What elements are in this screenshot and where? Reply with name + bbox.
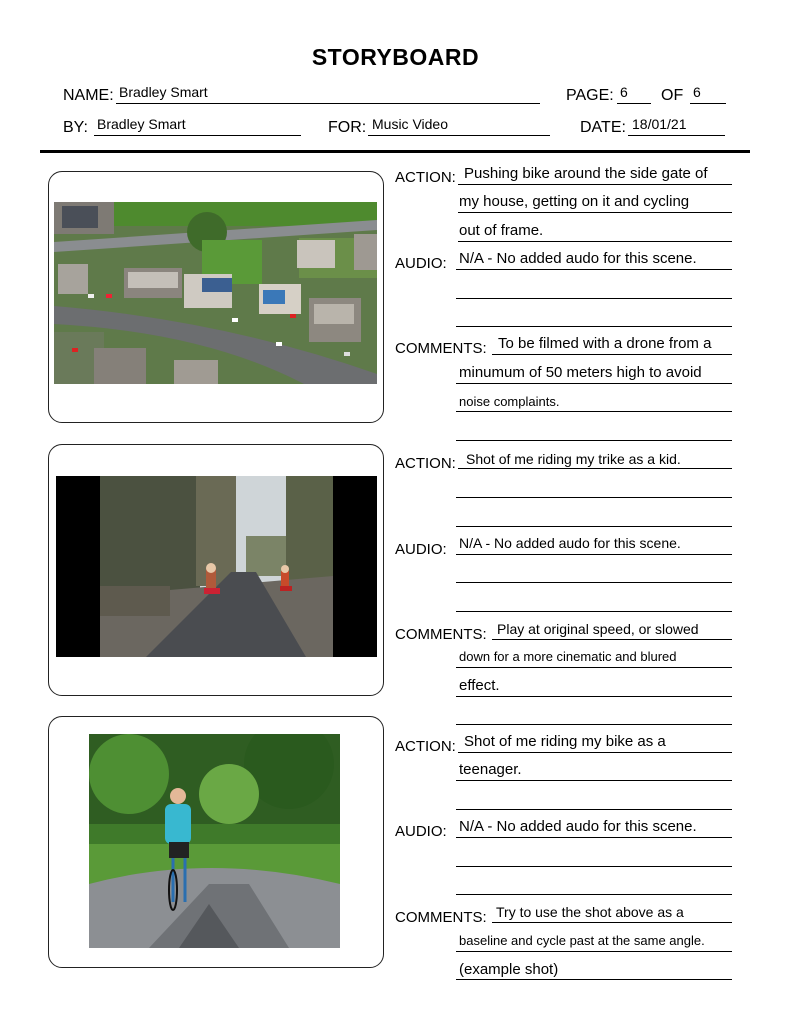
frame-3-action-label: ACTION: bbox=[395, 738, 456, 755]
bike-rider-photo bbox=[89, 734, 340, 948]
for-underline bbox=[368, 135, 550, 136]
frame-1-audio-text-1: N/A - No added audo for this scene. bbox=[459, 250, 697, 267]
frame-1-action-text-3: out of frame. bbox=[459, 222, 544, 239]
frame-3-image bbox=[89, 734, 340, 948]
date-underline bbox=[628, 135, 725, 136]
frame-3-action-line-3 bbox=[456, 809, 732, 810]
of-value: 6 bbox=[693, 84, 701, 100]
date-label: DATE: bbox=[580, 119, 626, 136]
page-value: 6 bbox=[620, 84, 628, 100]
frame-1-image bbox=[54, 202, 377, 384]
page-underline bbox=[617, 103, 651, 104]
date-value: 18/01/21 bbox=[632, 116, 687, 132]
aerial-drone-photo bbox=[54, 202, 377, 384]
frame-2-comments-line-4 bbox=[456, 724, 732, 725]
trike-video-still bbox=[56, 476, 377, 657]
frame-3-comments-line-3 bbox=[456, 979, 732, 980]
frame-1-comments-line-4 bbox=[456, 440, 732, 441]
page-title: STORYBOARD bbox=[311, 44, 480, 70]
frame-1-audio-line-2 bbox=[456, 298, 732, 299]
frame-1-audio-line-3 bbox=[456, 326, 732, 327]
frame-2-audio-line-1 bbox=[456, 554, 732, 555]
frame-2-comments-text-2: down for a more cinematic and blured bbox=[459, 649, 677, 664]
frame-3-comments-line-2 bbox=[456, 951, 732, 952]
by-value: Bradley Smart bbox=[97, 116, 186, 132]
frame-1-action-label: ACTION: bbox=[395, 169, 456, 186]
frame-2-comments-label: COMMENTS: bbox=[395, 626, 487, 643]
name-underline bbox=[116, 103, 540, 104]
frame-1-comments-text-2: minumum of 50 meters high to avoid bbox=[459, 364, 702, 381]
frame-1-comments-label: COMMENTS: bbox=[395, 340, 487, 357]
frame-2-audio-label: AUDIO: bbox=[395, 541, 447, 558]
frame-1-comments-line-1 bbox=[492, 354, 732, 355]
for-label: FOR: bbox=[328, 119, 367, 136]
frame-1-comments-text-3: noise complaints. bbox=[459, 394, 560, 409]
frame-3-action-line-2 bbox=[456, 780, 732, 781]
frame-1-comments-line-3 bbox=[456, 411, 732, 412]
frame-2-action-line-3 bbox=[456, 526, 732, 527]
by-label: BY: bbox=[63, 119, 88, 136]
frame-3-audio-line-1 bbox=[456, 837, 732, 838]
frame-1-action-text-1: Pushing bike around the side gate of bbox=[464, 165, 708, 182]
page-label: PAGE: bbox=[566, 87, 614, 104]
frame-2-comments-line-1 bbox=[492, 639, 732, 640]
frame-1-audio-label: AUDIO: bbox=[395, 255, 447, 272]
frame-2-action-line-2 bbox=[456, 497, 732, 498]
frame-3-comments-text-2: baseline and cycle past at the same angle. bbox=[459, 933, 705, 948]
frame-2-image bbox=[56, 476, 377, 657]
frame-1-action-line-1 bbox=[458, 184, 732, 185]
frame-1-action-text-2: my house, getting on it and cycling bbox=[459, 193, 690, 210]
frame-2-action-text-1: Shot of me riding my trike as a kid. bbox=[466, 451, 681, 467]
frame-1-action-line-3 bbox=[458, 241, 732, 242]
frame-2-comments-text-1: Play at original speed, or slowed bbox=[497, 621, 699, 637]
of-label: OF bbox=[661, 87, 684, 104]
frame-2-audio-text-1: N/A - No added audo for this scene. bbox=[459, 535, 681, 551]
name-value: Bradley Smart bbox=[119, 84, 208, 100]
frame-3-audio-line-3 bbox=[456, 894, 732, 895]
frame-3-audio-text-1: N/A - No added audo for this scene. bbox=[459, 818, 697, 835]
frame-2-action-line-1 bbox=[458, 468, 732, 469]
frame-2-audio-line-3 bbox=[456, 611, 732, 612]
frame-2-comments-line-3 bbox=[456, 696, 732, 697]
frame-3-audio-label: AUDIO: bbox=[395, 823, 447, 840]
frame-2-action-label: ACTION: bbox=[395, 455, 456, 472]
frame-3-comments-line-1 bbox=[492, 922, 732, 923]
frame-3-comments-text-3: (example shot) bbox=[459, 961, 559, 978]
frame-1-comments-text-1: To be filmed with a drone from a bbox=[498, 335, 712, 352]
frame-2-audio-line-2 bbox=[456, 582, 732, 583]
for-value: Music Video bbox=[372, 116, 449, 132]
frame-1-action-line-2 bbox=[458, 212, 732, 213]
frame-3-action-text-2: teenager. bbox=[459, 761, 522, 778]
frame-3-comments-label: COMMENTS: bbox=[395, 909, 487, 926]
frame-1-comments-line-2 bbox=[456, 383, 732, 384]
frame-2-comments-text-3: effect. bbox=[459, 677, 500, 694]
name-label: NAME: bbox=[63, 87, 114, 104]
frame-3-action-text-1: Shot of me riding my bike as a bbox=[464, 733, 666, 750]
frame-2-comments-line-2 bbox=[456, 667, 732, 668]
frame-3-comments-text-1: Try to use the shot above as a bbox=[496, 904, 684, 920]
by-underline bbox=[94, 135, 301, 136]
frame-1-audio-line-1 bbox=[456, 269, 732, 270]
header-divider bbox=[40, 150, 750, 153]
of-underline bbox=[690, 103, 726, 104]
frame-3-action-line-1 bbox=[458, 752, 732, 753]
frame-3-audio-line-2 bbox=[456, 866, 732, 867]
